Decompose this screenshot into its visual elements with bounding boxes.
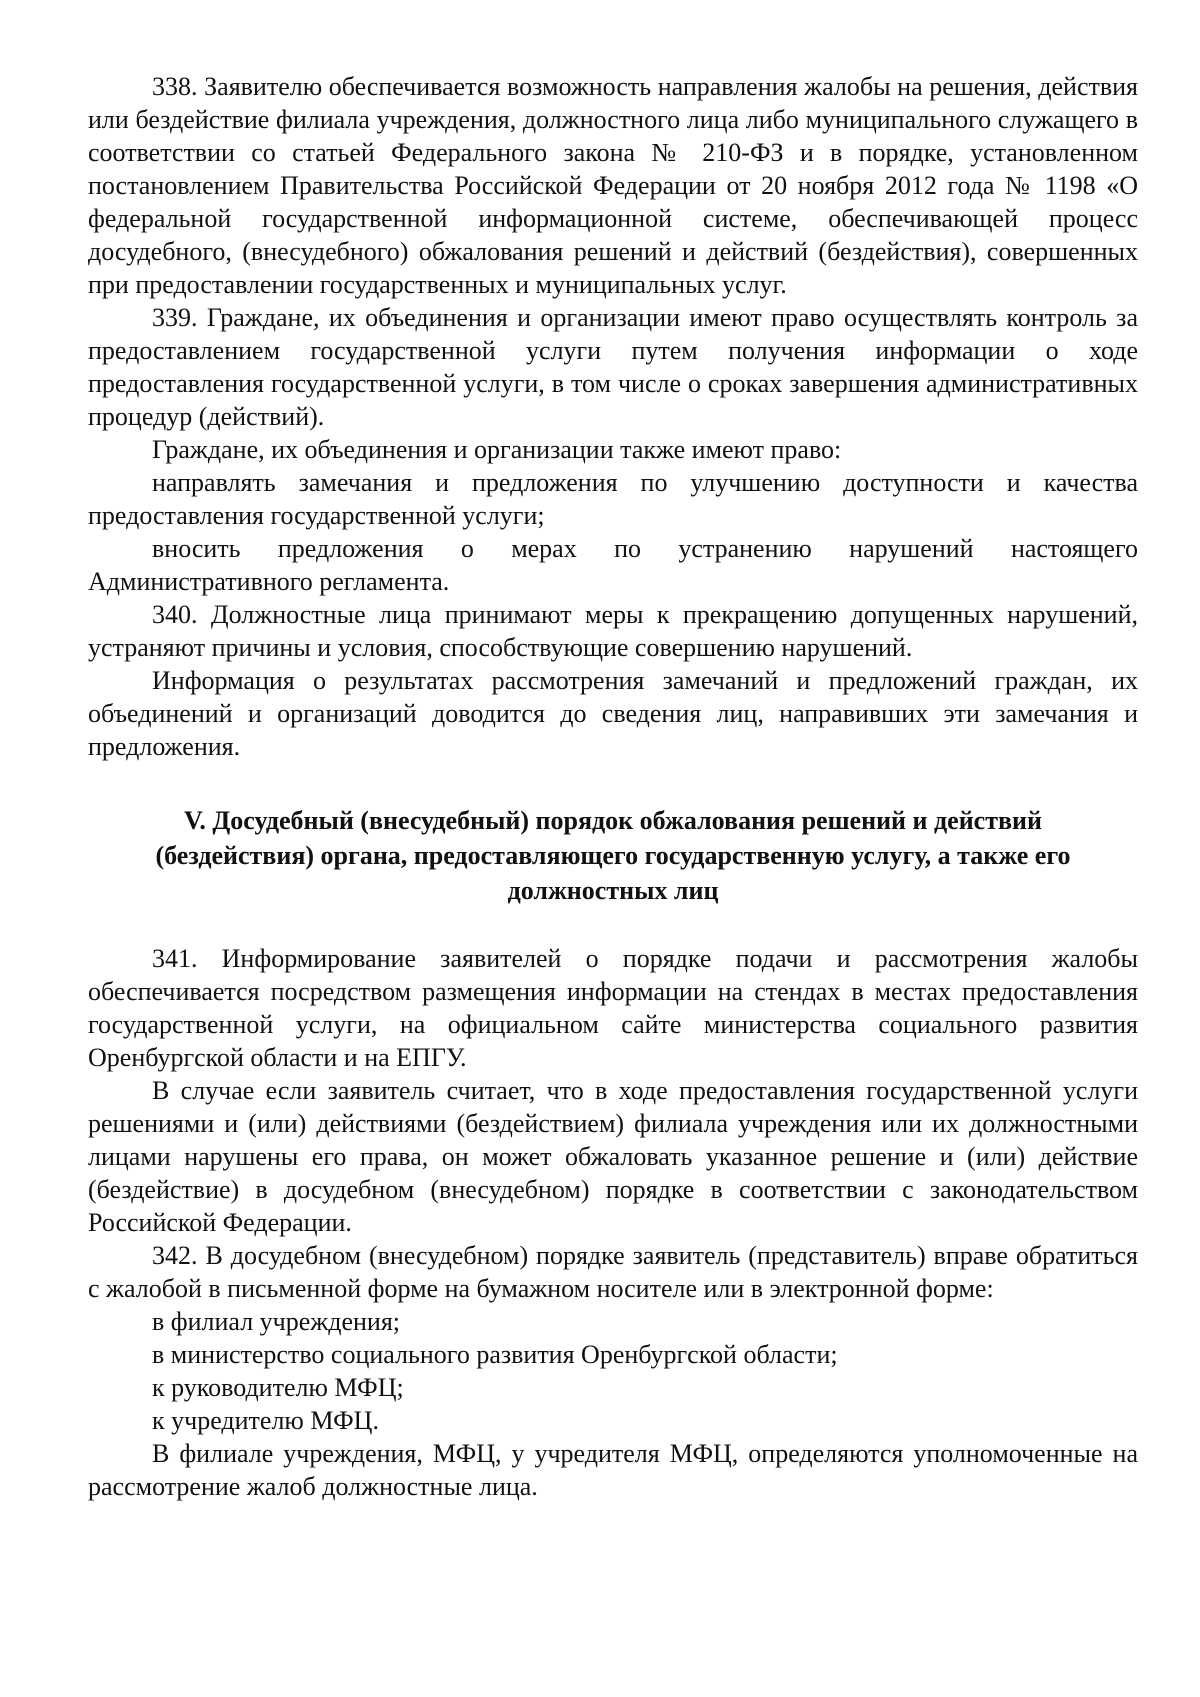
- paragraph-339: 339. Граждане, их объединения и организации имеют право осуществлять контроль за предоставлением государственной услуги путем получения информации о ходе предоставления государственной услуги, в том числе о сроках завершения административных процедур (действий).: [88, 303, 1138, 431]
- section-v-heading: V. Досудебный (внесудебный) порядок обжалования решений и действий (бездействия) органа, предоставляющего государственную услугу, а также его должностных лиц: [155, 806, 1071, 905]
- paragraph-rights-violation: В случае если заявитель считает, что в ходе предоставления государственной услуги решениями и (или) действиями (бездействием) филиала учреждения или их должностными лицами нарушены его права, он может обжаловать указанное решение и (или) действие (бездействие) в досудебном (внесудебном) порядке в соответствии с законодательством Российской Федерации.: [88, 1076, 1138, 1237]
- paragraph-342: 342. В досудебном (внесудебном) порядке заявитель (представитель) вправе обратиться с жалобой в письменной форме на бумажном носителе или в электронной форме:: [88, 1241, 1138, 1303]
- paragraph-citizens-rights-intro: Граждане, их объединения и организации также имеют право:: [152, 435, 842, 464]
- paragraph-340: 340. Должностные лица принимают меры к прекращению допущенных нарушений, устраняют причины и условия, способствующие совершению нарушений.: [88, 600, 1138, 662]
- list-item-mfc-founder: к учредителю МФЦ.: [152, 1406, 379, 1435]
- paragraph-341: 341. Информирование заявителей о порядке подачи и рассмотрения жалобы обеспечивается посредством размещения информации на стендах в местах предоставления государственной услуги, на официальном сайте министерства социального развития Оренбургской области и на ЕПГУ.: [88, 944, 1138, 1072]
- list-item-branch: в филиал учреждения;: [152, 1307, 401, 1336]
- paragraph-authorized-officials: В филиале учреждения, МФЦ, у учредителя МФЦ, определяются уполномоченные на рассмотрение жалоб должностные лица.: [88, 1439, 1138, 1501]
- paragraph-rights-item-2: вносить предложения о мерах по устранению нарушений настоящего Административного регламента.: [88, 534, 1138, 596]
- list-item-mfc-head: к руководителю МФЦ;: [152, 1373, 404, 1402]
- document-page: [88, 70, 1138, 1503]
- paragraph-338: 338. Заявителю обеспечивается возможность направления жалобы на решения, действия или бездействие филиала учреждения, должностного лица либо муниципального служащего в соответствии со статьей Федерального закона № 210-ФЗ и в порядке, установленном постановлением Правительства Российской Федерации от 20 ноября 2012 года № 1198 «О федеральной государственной информационной системе, обеспечивающей процесс досудебного, (внесудебного) обжалования решений и действий (бездействия), совершенных при предоставлении государственных и муниципальных услуг.: [88, 72, 1138, 299]
- paragraph-rights-item-1: направлять замечания и предложения по улучшению доступности и качества предоставления государственной услуги;: [88, 468, 1138, 530]
- list-item-ministry: в министерство социального развития Оренбургской области;: [152, 1340, 838, 1369]
- paragraph-results-info: Информация о результатах рассмотрения замечаний и предложений граждан, их объединений и организаций доводится до сведения лиц, направивших эти замечания и предложения.: [88, 666, 1138, 761]
